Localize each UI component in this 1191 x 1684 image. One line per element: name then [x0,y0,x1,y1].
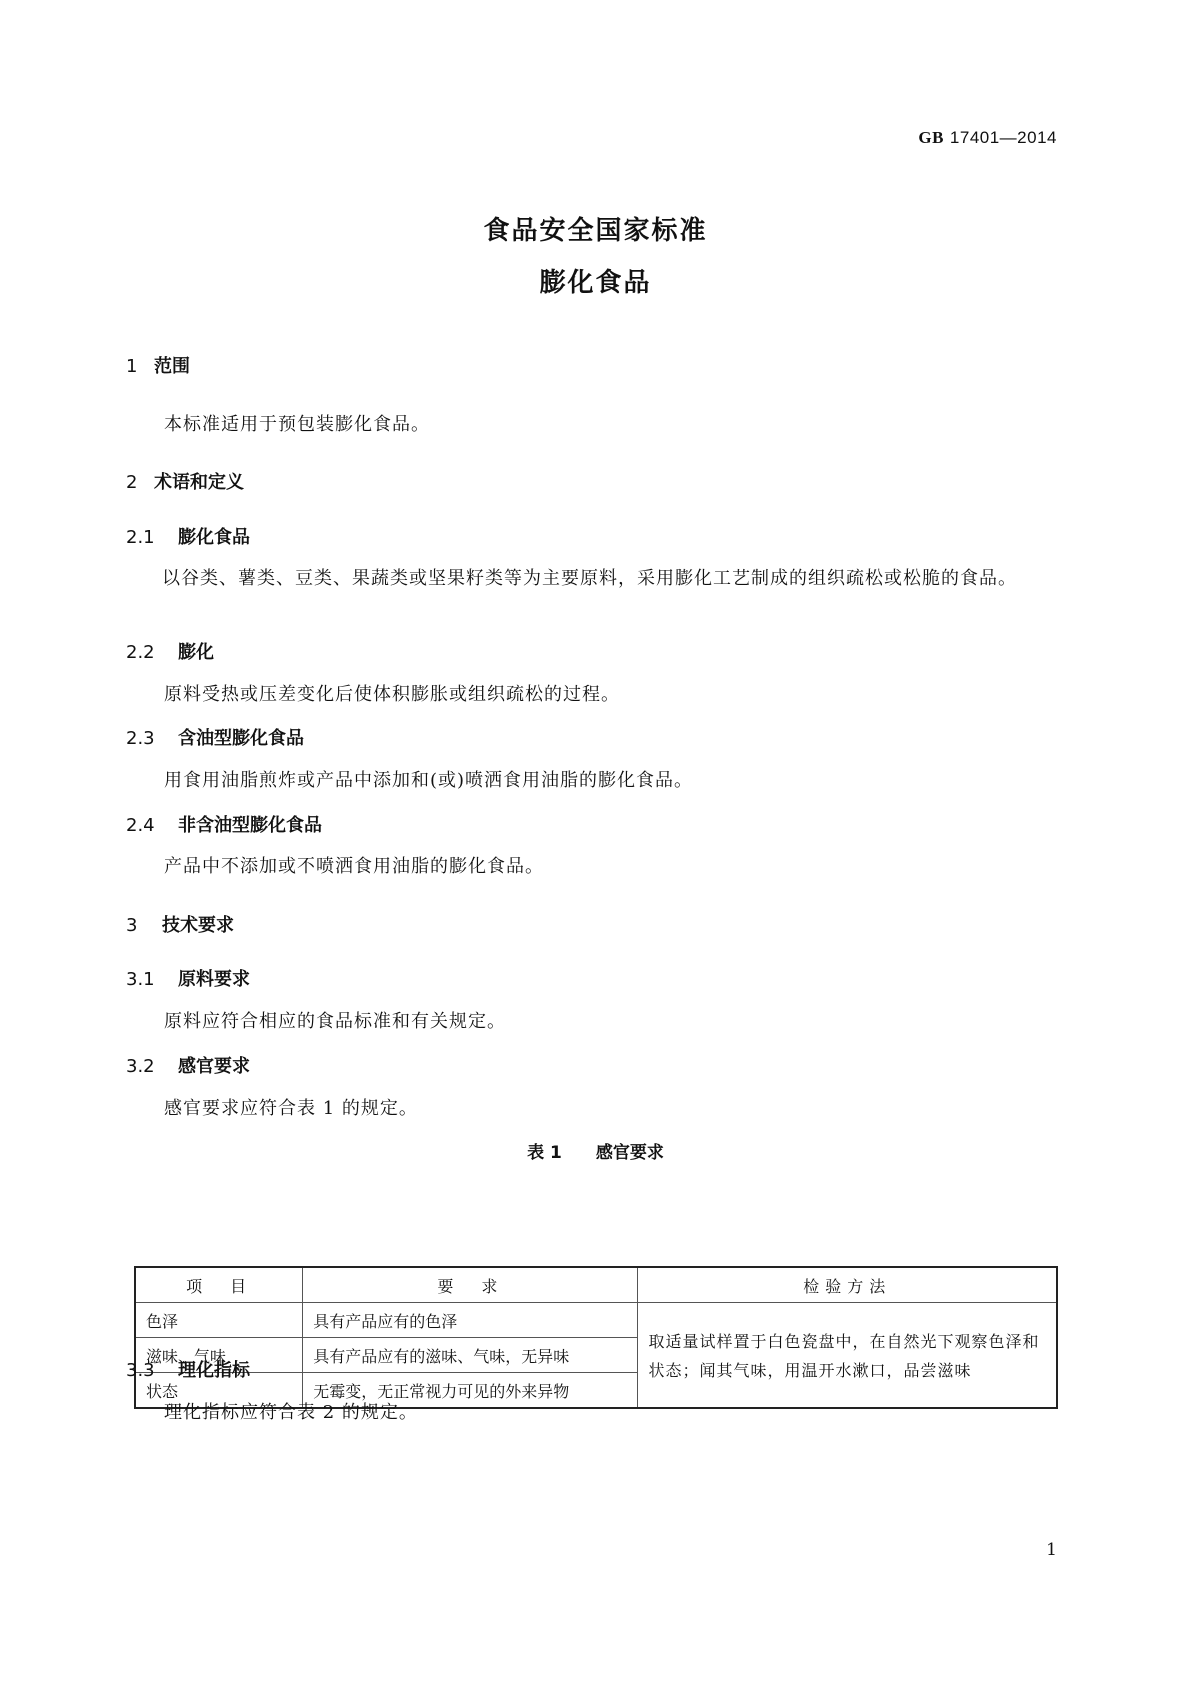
sensory-requirements-table [134,1266,1058,1409]
section-heading-2 [126,468,244,494]
table-cell-requirement: 具有产品应有的滋味、气味，无异味 [303,1338,638,1373]
section-body-2-4: 产品中不添加或不喷洒食用油脂的膨化食品。 [164,856,544,877]
section-number: 2.3 [126,728,155,749]
section-title: 含油型膨化食品 [178,728,304,749]
document-subtitle: 膨化食品 [539,268,652,298]
section-title: 原料要求 [178,969,250,990]
standard-prefix: GB [918,128,944,147]
section-title: 非含油型膨化食品 [178,815,322,836]
section-number: 1 [126,356,138,377]
table-header-cell: 检验方法 [638,1267,1057,1303]
standard-number [918,128,1057,148]
section-body-1: 本标准适用于预包装膨化食品。 [164,414,430,435]
section-heading-3-2 [126,1052,250,1078]
section-number: 3.2 [126,1056,155,1077]
table-cell-method: 取适量试样置于白色瓷盘中，在自然光下观察色泽和状态；闻其气味，用温开水漱口，品尝滋味 [638,1303,1057,1409]
section-number: 3 [126,915,138,936]
section-heading-2-1 [126,523,250,549]
section-heading-3 [126,911,234,937]
document-title: 食品安全国家标准 [483,216,708,246]
section-body-2-3: 用食用油脂煎炸或产品中添加和(或)喷洒食用油脂的膨化食品。 [164,770,694,791]
section-heading-1 [126,352,190,378]
table-header-row [135,1267,1057,1303]
section-heading-2-2 [126,638,214,664]
table-row [135,1303,1057,1338]
standard-code: 17401—2014 [949,128,1057,147]
section-body-2-2: 原料受热或压差变化后使体积膨胀或组织疏松的过程。 [164,684,620,705]
section-number: 3.1 [126,969,155,990]
table-cell-requirement: 具有产品应有的色泽 [303,1303,638,1338]
section-heading-2-3 [126,724,304,750]
table-caption: 表 1 感官要求 [527,1143,664,1163]
table-cell-item: 状态 [135,1373,303,1409]
section-number: 3.3 [126,1360,155,1381]
section-title: 范围 [154,356,190,377]
page-number: 1 [1046,1540,1057,1560]
section-title: 技术要求 [162,915,234,936]
table-cell-item: 滋味、气味 [135,1338,303,1373]
section-title: 术语和定义 [154,472,244,493]
section-title: 理化指标 [178,1360,250,1381]
section-number: 2 [126,472,138,493]
table-header-cell: 项 目 [135,1267,303,1303]
section-heading-3-1 [126,965,250,991]
table-header-cell: 要 求 [303,1267,638,1303]
section-number: 2.2 [126,642,155,663]
section-number: 2.1 [126,527,155,548]
table-cell-item: 色泽 [135,1303,303,1338]
section-body-3-2: 感官要求应符合表 1 的规定。 [164,1098,418,1119]
section-title: 膨化 [178,642,214,663]
section-heading-2-4 [126,811,322,837]
section-number: 2.4 [126,815,155,836]
section-body-3-3: 理化指标应符合表 2 的规定。 [164,1402,418,1423]
table-cell-requirement: 无霉变，无正常视力可见的外来异物 [303,1373,638,1409]
section-heading-3-3 [126,1356,250,1382]
section-body-3-1: 原料应符合相应的食品标准和有关规定。 [164,1011,506,1032]
section-body-2-1: 以谷类、薯类、豆类、果蔬类或坚果籽类等为主要原料，采用膨化工艺制成的组织疏松或松脆的食品。 [162,568,1017,589]
section-title: 膨化食品 [178,527,250,548]
section-title: 感官要求 [178,1056,250,1077]
